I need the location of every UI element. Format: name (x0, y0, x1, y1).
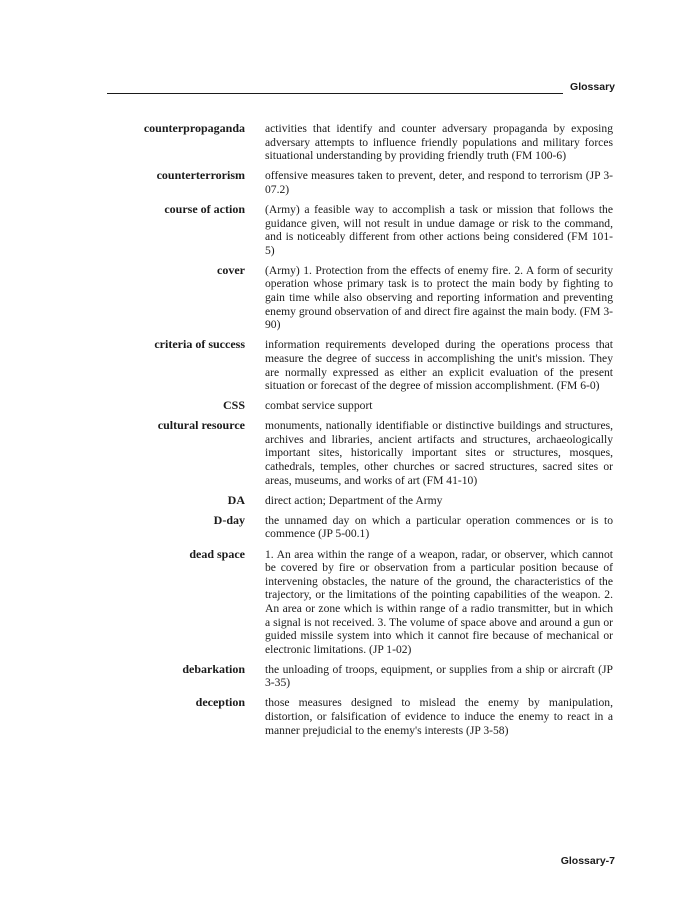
glossary-definition: activities that identify and counter adversary propaganda by exposing adversary attempts to influence friendly populations and military forces situational understanding by providing friendly truth (FM 100-6) (265, 122, 613, 163)
glossary-definition: the unloading of troops, equipment, or supplies from a ship or aircraft (JP 3-35) (265, 662, 613, 690)
glossary-term: DA (227, 492, 245, 507)
glossary-entry (107, 399, 613, 413)
glossary-term: dead space (189, 546, 245, 561)
glossary-definition: those measures designed to mislead the enemy by manipulation, distortion, or falsification of evidence to induce the enemy to react in a manner prejudicial to the enemy's interests (JP 3-58) (265, 696, 613, 737)
glossary-entry (107, 548, 613, 657)
page-number: Glossary-7 (560, 855, 615, 867)
glossary-term: debarkation (182, 661, 245, 676)
glossary-definition: (Army) a feasible way to accomplish a task or mission that follows the guidance given, will not result in undue damage or risk to the command, and is noticeably different from other actions being considered (FM 101-5) (265, 202, 613, 257)
glossary-definition: the unnamed day on which a particular operation commences or is to commence (JP 5-00.1) (265, 513, 613, 541)
glossary-entry (107, 122, 613, 163)
glossary-definition: combat service support (265, 399, 373, 413)
glossary-entry (107, 264, 613, 332)
glossary-entry (107, 663, 613, 690)
glossary-term: deception (195, 695, 245, 710)
glossary-definition: information requirements developed during the operations process that measure the degree of success in accomplishing the unit's mission. They are normally expressed as either an explicit evaluation of the present situation or forecast of the degree of mission accomplishment. (FM 6-0) (265, 338, 613, 393)
glossary-entry (107, 338, 613, 392)
running-header-title: Glossary (570, 81, 615, 93)
glossary-entry (107, 696, 613, 737)
glossary-entry (107, 494, 613, 508)
glossary-definition: offensive measures taken to prevent, deter, and respond to terrorism (JP 3-07.2) (265, 169, 613, 196)
glossary-definition: monuments, nationally identifiable or distinctive buildings and structures, archives and libraries, ancient artifacts and structures, archaeologically important sites, historically important sites or structures, mosques, cathedrals, temples, other churches or sacred structures, sacred sites or areas, museums, and works of art (FM 41-10) (265, 419, 613, 487)
glossary-entry (107, 419, 613, 487)
glossary-term: cultural resource (157, 418, 245, 433)
header-rule (107, 93, 563, 94)
glossary-term: counterpropaganda (143, 121, 245, 135)
glossary-term: D-day (213, 512, 245, 527)
glossary-entry (107, 169, 613, 196)
glossary-entry (107, 514, 613, 541)
glossary-term: CSS (222, 398, 245, 413)
glossary-list (107, 122, 613, 744)
glossary-term: cover (217, 262, 245, 277)
glossary-definition: 1. An area within the range of a weapon, radar, or observer, which cannot be covered by fire or observation from a particular position because of intervening obstacles, the nature of the ground, the characteristics of the trajectory, or the limitations of the pointing capabilities of the weapon. 2. An area or zone which is within range of a radio transmitter, but in which a signal is not received. 3. The volume of space above and around a gun or guided missile system into which it cannot fire because of mechanical or electronic limitations. (JP 1-02) (265, 547, 613, 656)
glossary-term: criteria of success (154, 337, 245, 352)
glossary-term: course of action (164, 201, 245, 216)
glossary-definition: (Army) 1. Protection from the effects of enemy fire. 2. A form of security operation whose primary task is to protect the main body by fighting to gain time while also observing and reporting information and preventing enemy ground observation of and direct fire against the main body. (FM 3-90) (265, 263, 613, 332)
glossary-definition: direct action; Department of the Army (265, 493, 443, 507)
glossary-term: counterterrorism (156, 168, 245, 183)
glossary-entry (107, 203, 613, 257)
